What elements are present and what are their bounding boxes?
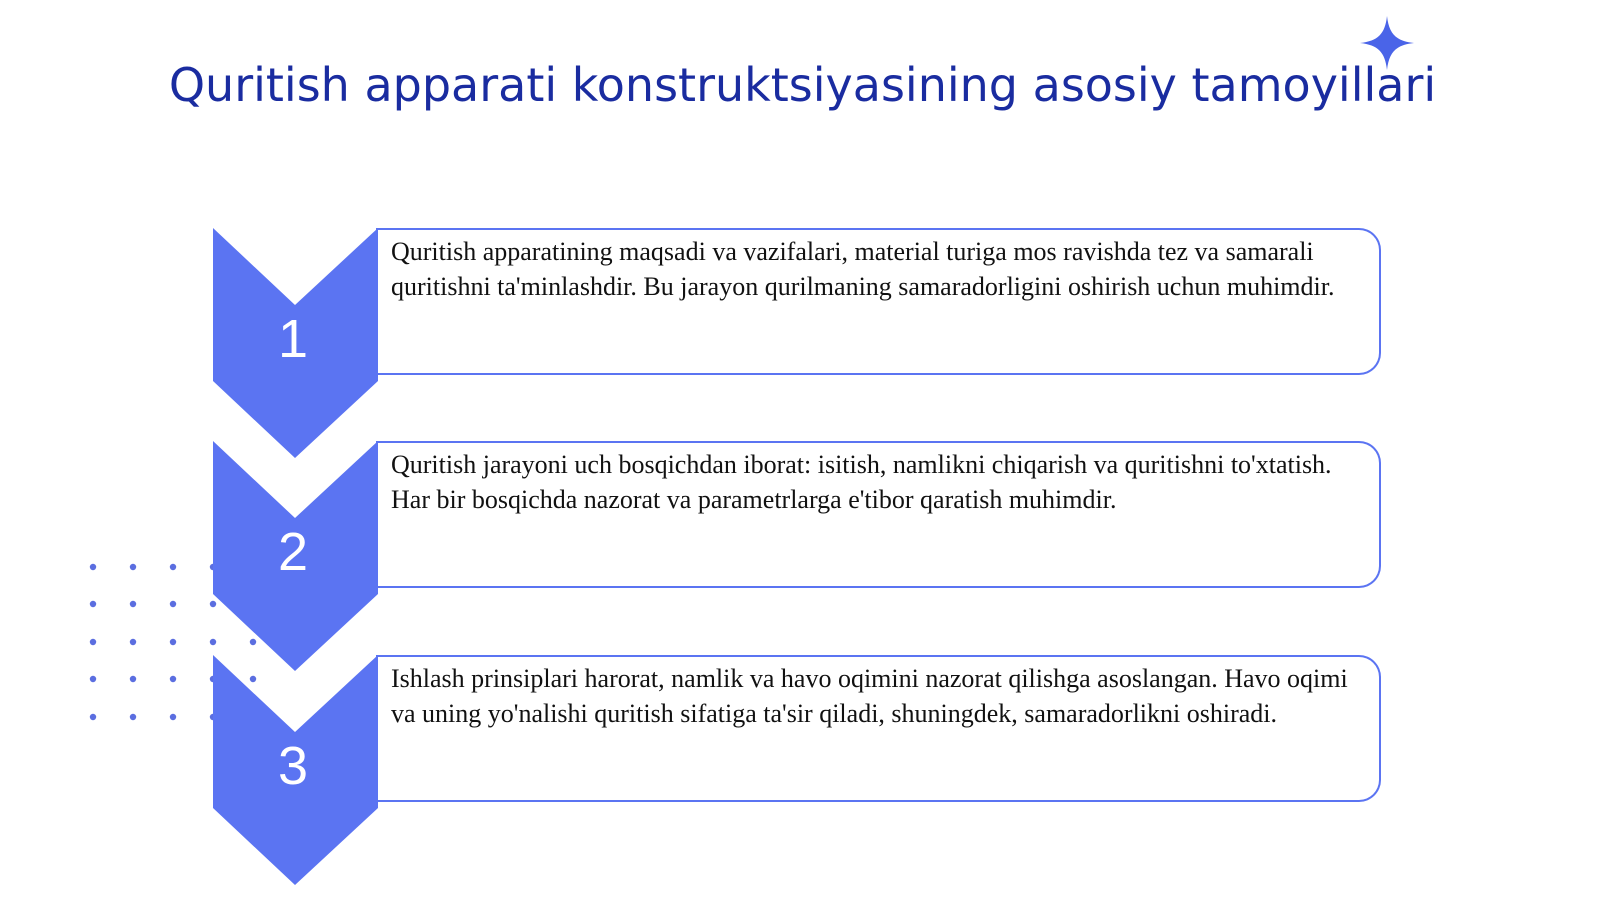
step-3-number: 3 <box>277 736 309 796</box>
step-2-text: Quritish jarayoni uch bosqichdan iborat: isitish, namlikni chiqarish va quritishni to'xtatish. Har bir bosqichda nazorat va parametrlarga e'tibor qaratish muhimdir. <box>391 450 1332 514</box>
step-1-text: Quritish apparatining maqsadi va vazifalari, material turiga mos ravishda tez va samarali quritishni ta'minlashdir. Bu jarayon qurilmaning samaradorligini oshirish uchun muhimdir. <box>391 237 1335 301</box>
step-3-text: Ishlash prinsiplari harorat, namlik va havo oqimini nazorat qilishga asoslangan. Havo oqimi va uning yo'nalishi quritish sifatiga ta'sir qiladi, shuningdek, samaradorlikni oshiradi. <box>391 664 1348 728</box>
step-1 <box>213 228 1387 458</box>
step-3 <box>213 655 1387 885</box>
step-2 <box>213 441 1387 671</box>
step-1-number: 1 <box>277 309 309 369</box>
step-2-number: 2 <box>277 522 309 582</box>
slide-title: Quritish apparati konstruktsiyasining asosiy tamoyillari <box>168 58 1437 112</box>
